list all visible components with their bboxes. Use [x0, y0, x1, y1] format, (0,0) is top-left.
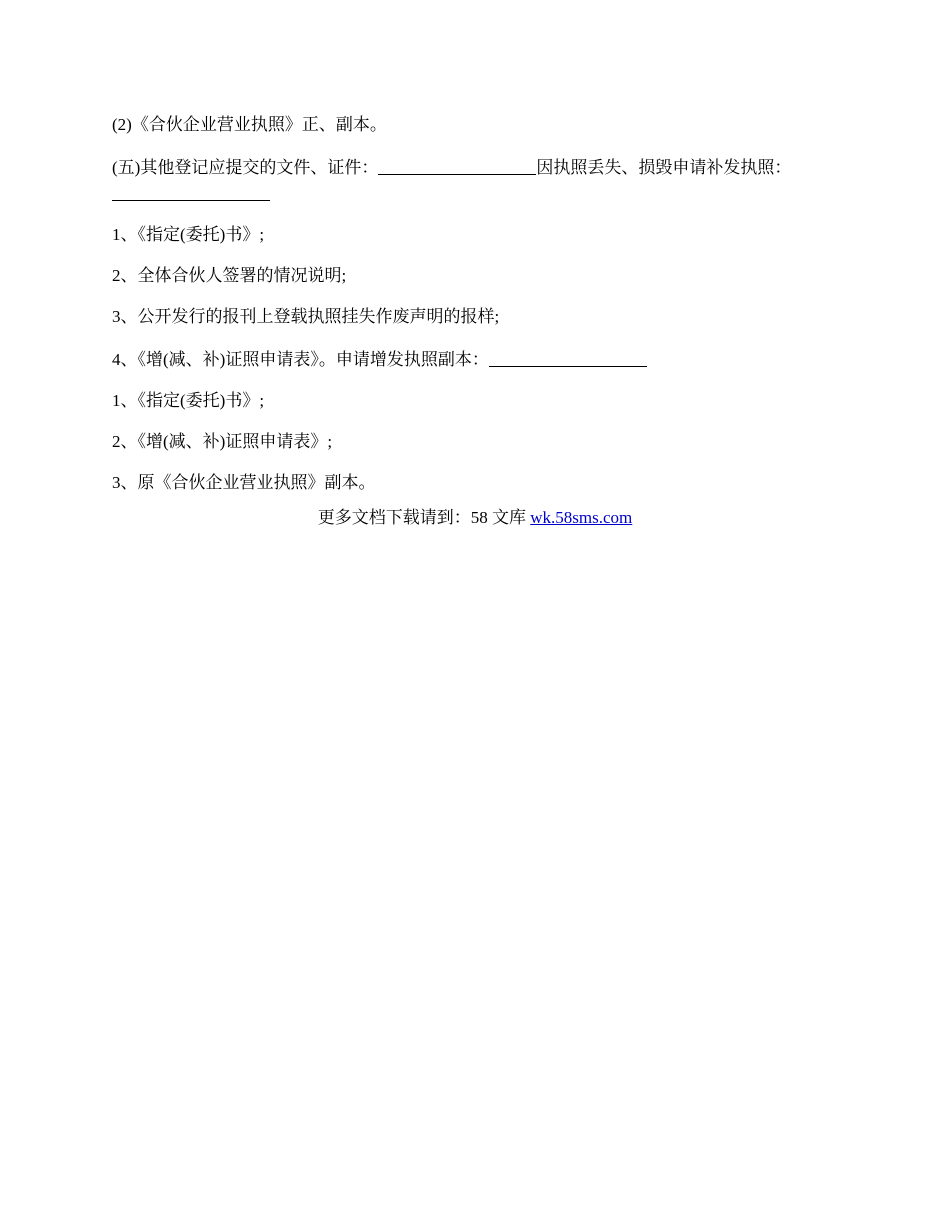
- paragraph-business-license: [112, 113, 840, 137]
- list-item-text: 3、原《合伙企业营业执照》副本。: [112, 473, 376, 492]
- list-item: [112, 471, 840, 495]
- footer-text: 更多文档下载请到：58 文库: [317, 508, 531, 527]
- footer-link[interactable]: wk.58sms.com: [530, 508, 633, 527]
- list-item: [112, 305, 840, 329]
- paragraph-text: (五)其他登记应提交的文件、证件：: [112, 158, 379, 177]
- list-item-text: 3、公开发行的报刊上登载执照挂失作废声明的报样;: [112, 307, 500, 326]
- list-item-text: 1、《指定(委托)书》;: [112, 225, 265, 244]
- list-item: [112, 264, 840, 288]
- fill-in-blank: [112, 182, 270, 201]
- paragraph-other-documents: [112, 154, 840, 206]
- list-item: [112, 223, 840, 247]
- list-item-text: 1、《指定(委托)书》;: [112, 391, 265, 410]
- fill-in-blank: [489, 348, 647, 367]
- list-item: [112, 389, 840, 413]
- paragraph-text: 因执照丢失、损毁申请补发执照：: [536, 158, 792, 177]
- list-item-text: 2、《增(减、补)证照申请表》;: [112, 432, 333, 451]
- list-item-text: 2、全体合伙人签署的情况说明;: [112, 266, 347, 285]
- list-item-text: 4、《增(减、补)证照申请表》。申请增发执照副本：: [112, 350, 489, 369]
- list-item: [112, 430, 840, 454]
- list-item: [112, 346, 840, 372]
- document-body: [112, 113, 840, 512]
- fill-in-blank: [378, 156, 536, 175]
- paragraph-text: (2)《合伙企业营业执照》正、副本。: [112, 115, 387, 134]
- download-footer: [0, 506, 950, 530]
